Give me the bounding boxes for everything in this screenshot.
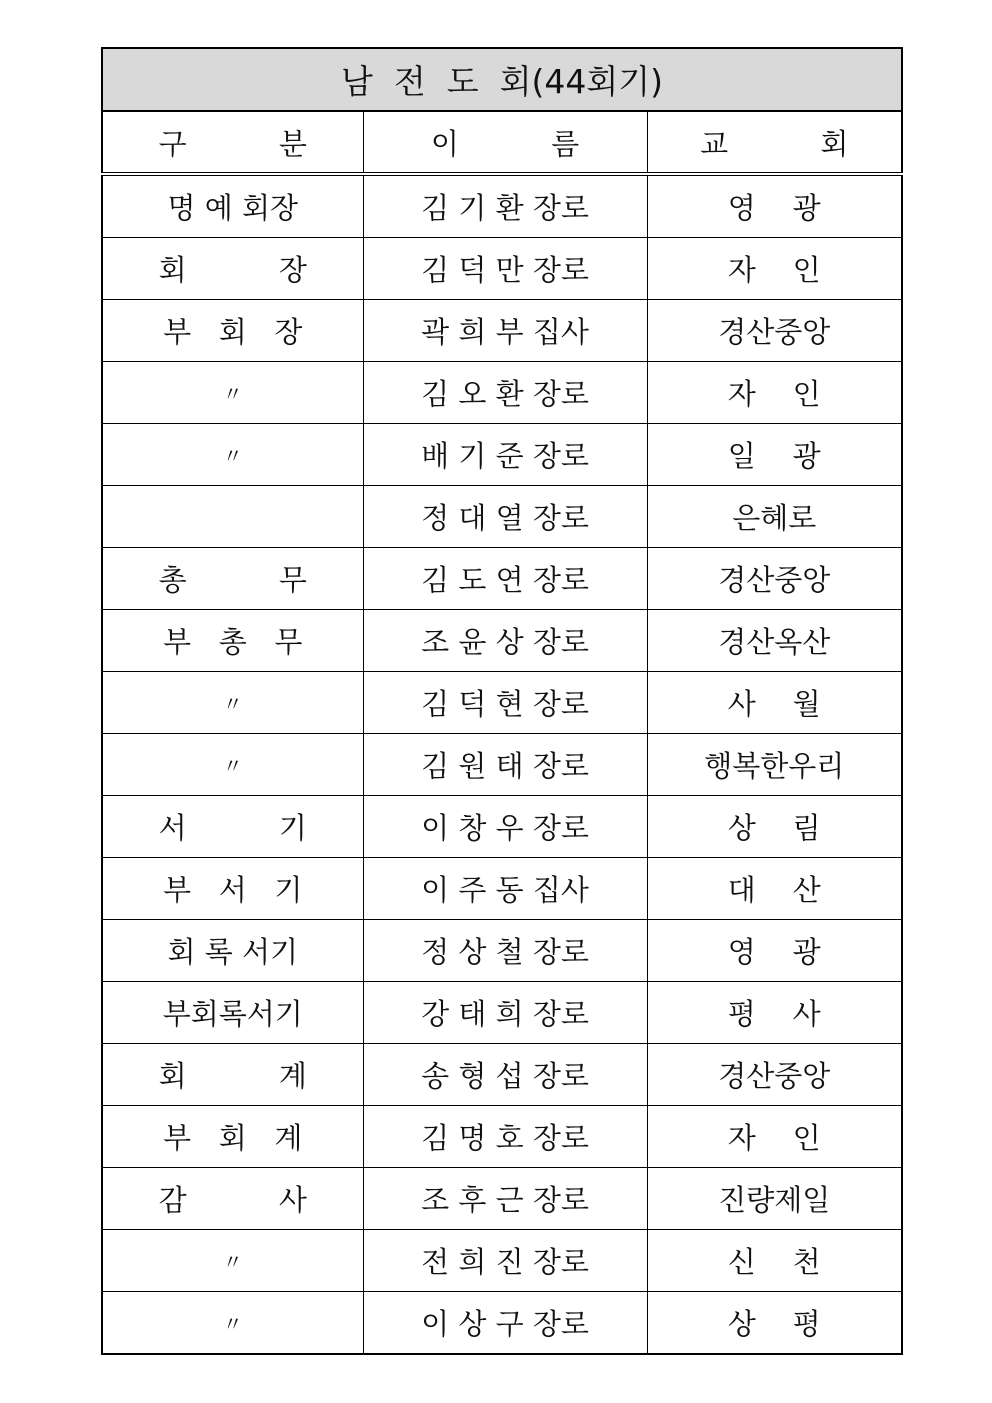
church-cell: 영 광 (647, 920, 902, 982)
church-cell: 자 인 (647, 362, 902, 424)
role-cell: 서 기 (102, 796, 363, 858)
role-cell: 〃 (102, 1292, 363, 1355)
table-row (102, 672, 902, 734)
table-title: 남 전 도 회(44회기) (102, 48, 902, 111)
name-cell: 송 형 섭 장로 (363, 1044, 647, 1106)
church-cell: 사 월 (647, 672, 902, 734)
name-cell: 이 창 우 장로 (363, 796, 647, 858)
church-cell: 영 광 (647, 174, 902, 238)
header-name: 이 름 (363, 111, 647, 174)
role-cell: 부 총 무 (102, 610, 363, 672)
church-cell: 은혜로 (647, 486, 902, 548)
church-cell: 행복한우리 (647, 734, 902, 796)
name-cell: 조 후 근 장로 (363, 1168, 647, 1230)
role-cell: 감 사 (102, 1168, 363, 1230)
name-cell: 김 덕 만 장로 (363, 238, 647, 300)
role-cell: 〃 (102, 424, 363, 486)
church-cell: 자 인 (647, 238, 902, 300)
table-row (102, 1106, 902, 1168)
church-cell: 경산중앙 (647, 300, 902, 362)
table-row (102, 1044, 902, 1106)
church-cell: 평 사 (647, 982, 902, 1044)
name-cell: 이 상 구 장로 (363, 1292, 647, 1355)
table-row (102, 796, 902, 858)
role-cell: 명 예 회장 (102, 174, 363, 238)
table-row (102, 858, 902, 920)
name-cell: 배 기 준 장로 (363, 424, 647, 486)
table-header-row (102, 111, 902, 174)
role-cell: 〃 (102, 734, 363, 796)
table-row (102, 238, 902, 300)
role-cell (102, 486, 363, 548)
table-row (102, 424, 902, 486)
role-cell: 부 회 계 (102, 1106, 363, 1168)
header-category: 구 분 (102, 111, 363, 174)
church-cell: 경산옥산 (647, 610, 902, 672)
name-cell: 김 오 환 장로 (363, 362, 647, 424)
name-cell: 김 덕 현 장로 (363, 672, 647, 734)
church-cell: 상 평 (647, 1292, 902, 1355)
name-cell: 김 도 연 장로 (363, 548, 647, 610)
name-cell: 전 희 진 장로 (363, 1230, 647, 1292)
role-cell: 부회록서기 (102, 982, 363, 1044)
name-cell: 강 태 희 장로 (363, 982, 647, 1044)
church-cell: 경산중앙 (647, 548, 902, 610)
church-cell: 진량제일 (647, 1168, 902, 1230)
church-cell: 신 천 (647, 1230, 902, 1292)
table-row (102, 920, 902, 982)
role-cell: 〃 (102, 1230, 363, 1292)
role-cell: 〃 (102, 362, 363, 424)
name-cell: 김 명 호 장로 (363, 1106, 647, 1168)
table-row (102, 1230, 902, 1292)
role-cell: 회 계 (102, 1044, 363, 1106)
table-row (102, 300, 902, 362)
role-cell: 부 회 장 (102, 300, 363, 362)
table-row (102, 548, 902, 610)
table-row (102, 362, 902, 424)
role-cell: 〃 (102, 672, 363, 734)
church-cell: 자 인 (647, 1106, 902, 1168)
role-cell: 부 서 기 (102, 858, 363, 920)
name-cell: 정 대 열 장로 (363, 486, 647, 548)
church-cell: 경산중앙 (647, 1044, 902, 1106)
header-church: 교 회 (647, 111, 902, 174)
role-cell: 총 무 (102, 548, 363, 610)
role-cell: 회 록 서기 (102, 920, 363, 982)
officers-table-container (101, 47, 901, 1355)
table-row (102, 1168, 902, 1230)
name-cell: 김 기 환 장로 (363, 174, 647, 238)
table-row (102, 174, 902, 238)
officers-table (101, 47, 903, 1355)
name-cell: 정 상 철 장로 (363, 920, 647, 982)
role-cell: 회 장 (102, 238, 363, 300)
name-cell: 곽 희 부 집사 (363, 300, 647, 362)
name-cell: 조 윤 상 장로 (363, 610, 647, 672)
name-cell: 김 원 태 장로 (363, 734, 647, 796)
table-row (102, 1292, 902, 1355)
church-cell: 대 산 (647, 858, 902, 920)
table-row (102, 610, 902, 672)
table-row (102, 734, 902, 796)
table-row (102, 982, 902, 1044)
table-title-row (102, 48, 902, 111)
church-cell: 상 림 (647, 796, 902, 858)
name-cell: 이 주 동 집사 (363, 858, 647, 920)
table-row (102, 486, 902, 548)
church-cell: 일 광 (647, 424, 902, 486)
